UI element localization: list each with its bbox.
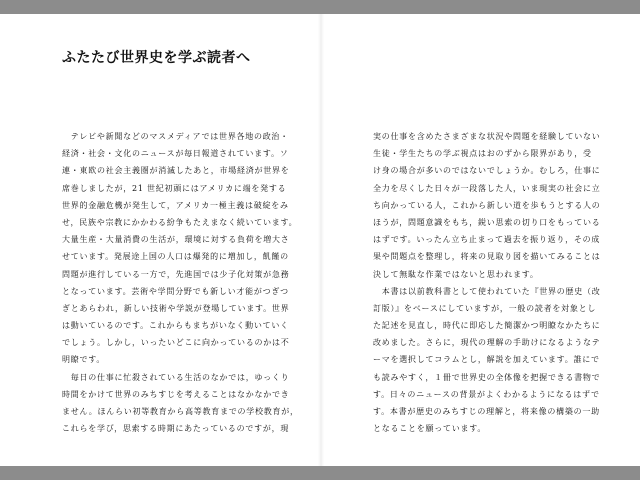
paragraph (373, 128, 601, 283)
text-line: 時間をかけて世界のみちすじを考えることはなかなかでき (62, 389, 290, 399)
paragraph (373, 283, 601, 438)
text-line: 経済・社会・文化のニュースが毎日報道されています。ソ (62, 149, 289, 159)
text-line: 連・東欧の社会主義圏が消滅したあと，市場経済が世界を (62, 166, 290, 176)
text-line: テレビや新聞などのマスメディアでは世界各地の政治・ (62, 132, 289, 141)
text-line: となっています。芸術や学問分野でも新しい才能がつぎつ (62, 286, 289, 296)
text-line: た記述を見直し，時代に即応した簡潔かつ明瞭なかたちに (373, 321, 601, 331)
text-line: ーマを選択してコラムとし，解説を加えています。誰にで (373, 355, 600, 365)
text-line: ほうが，問題意識をもち，鋭い思索の切り口をもっている (373, 217, 601, 227)
text-line: ません。ほんらい初等教育から高等教育までの学校教育が， (62, 407, 299, 416)
text-line: せ，民族や宗教にかかわる紛争もたえまなく続いています。 (62, 217, 298, 227)
left-page (0, 14, 320, 466)
text-line: は動いているのです。これからもまちがいなく動いていく (62, 321, 289, 331)
text-line: す。本書が歴史のみちすじの理解と，将来像の構築の一助 (373, 407, 600, 416)
paragraph (62, 369, 299, 438)
right-page (320, 14, 640, 466)
text-line: ぎとあらわれ，新しい技術や学説が登場しています。世界 (62, 303, 290, 313)
text-line: 問題が進行している一方で，先進国では少子化対策が急務 (62, 269, 290, 279)
text-line: ち向かっている人，これから新しい道を歩もうとする人の (373, 200, 601, 210)
text-line: 果や問題点を整理し，将来の見取り図を描いてみることは (373, 252, 601, 262)
text-line: 席巻しましたが，21 世紀初頭にはアメリカに端を発する (62, 183, 287, 193)
text-line: 明瞭です。 (62, 355, 106, 365)
text-line: 全力を尽くした日々が一段落した人，いま現実の社会に立 (373, 183, 601, 193)
text-line: せています。発展途上国の人口は爆発的に増加し，飢饉の (62, 252, 289, 262)
text-line: 生徒・学生たちの学ぶ視点はおのずから限界があり，受 (373, 149, 592, 159)
text-line: 改めました。さらに，現代の理解の手助けになるようなテ (373, 338, 601, 348)
text-line: 本書は以前教科書として使われていた『世界の歴史（改 (373, 286, 601, 296)
text-line: 大量生産・大量消費の生活が，環境に対する負荷を増大さ (62, 235, 290, 245)
left-page-body (62, 128, 299, 437)
text-line: となることを願っています。 (373, 424, 487, 434)
text-line: はずです。いったん立ち止まって過去を振り返り，その成 (373, 235, 601, 245)
paragraph (62, 128, 298, 369)
text-line: す。日々のニュースの背景がよくわかるようになるはずで (373, 389, 600, 399)
text-line: これらを学び，思索する時期にあたっているのですが，現 (62, 424, 290, 434)
viewer-bottom-bar (0, 466, 640, 480)
text-line: け身の場合が多いのではないでしょうか。むしろ，仕事に (373, 166, 601, 176)
page-title: ふたたび世界史を学ぶ読者へ (62, 50, 251, 66)
text-line: でしょう。しかし，いったいどこに向かっているのかは不 (62, 338, 290, 348)
text-line: 決して無駄な作業ではないと思われます。 (373, 269, 539, 279)
text-line: 世界的金融危機が発生して，アメリカ一極主義は破綻をみ (62, 200, 289, 210)
text-line: も読みやすく，１冊で世界史の全体像を把握できる書物で (373, 372, 601, 382)
text-line: 実の仕事を含めたさまざまな状況や問題を経験していない (373, 132, 601, 141)
right-page-body (373, 128, 601, 437)
text-line: 訂版）』をベースにしていますが，一般の読者を対象とし (373, 303, 597, 313)
viewer-top-bar (0, 0, 640, 14)
text-line: 毎日の仕事に忙殺されている生活のなかでは，ゆっくり (62, 372, 290, 382)
